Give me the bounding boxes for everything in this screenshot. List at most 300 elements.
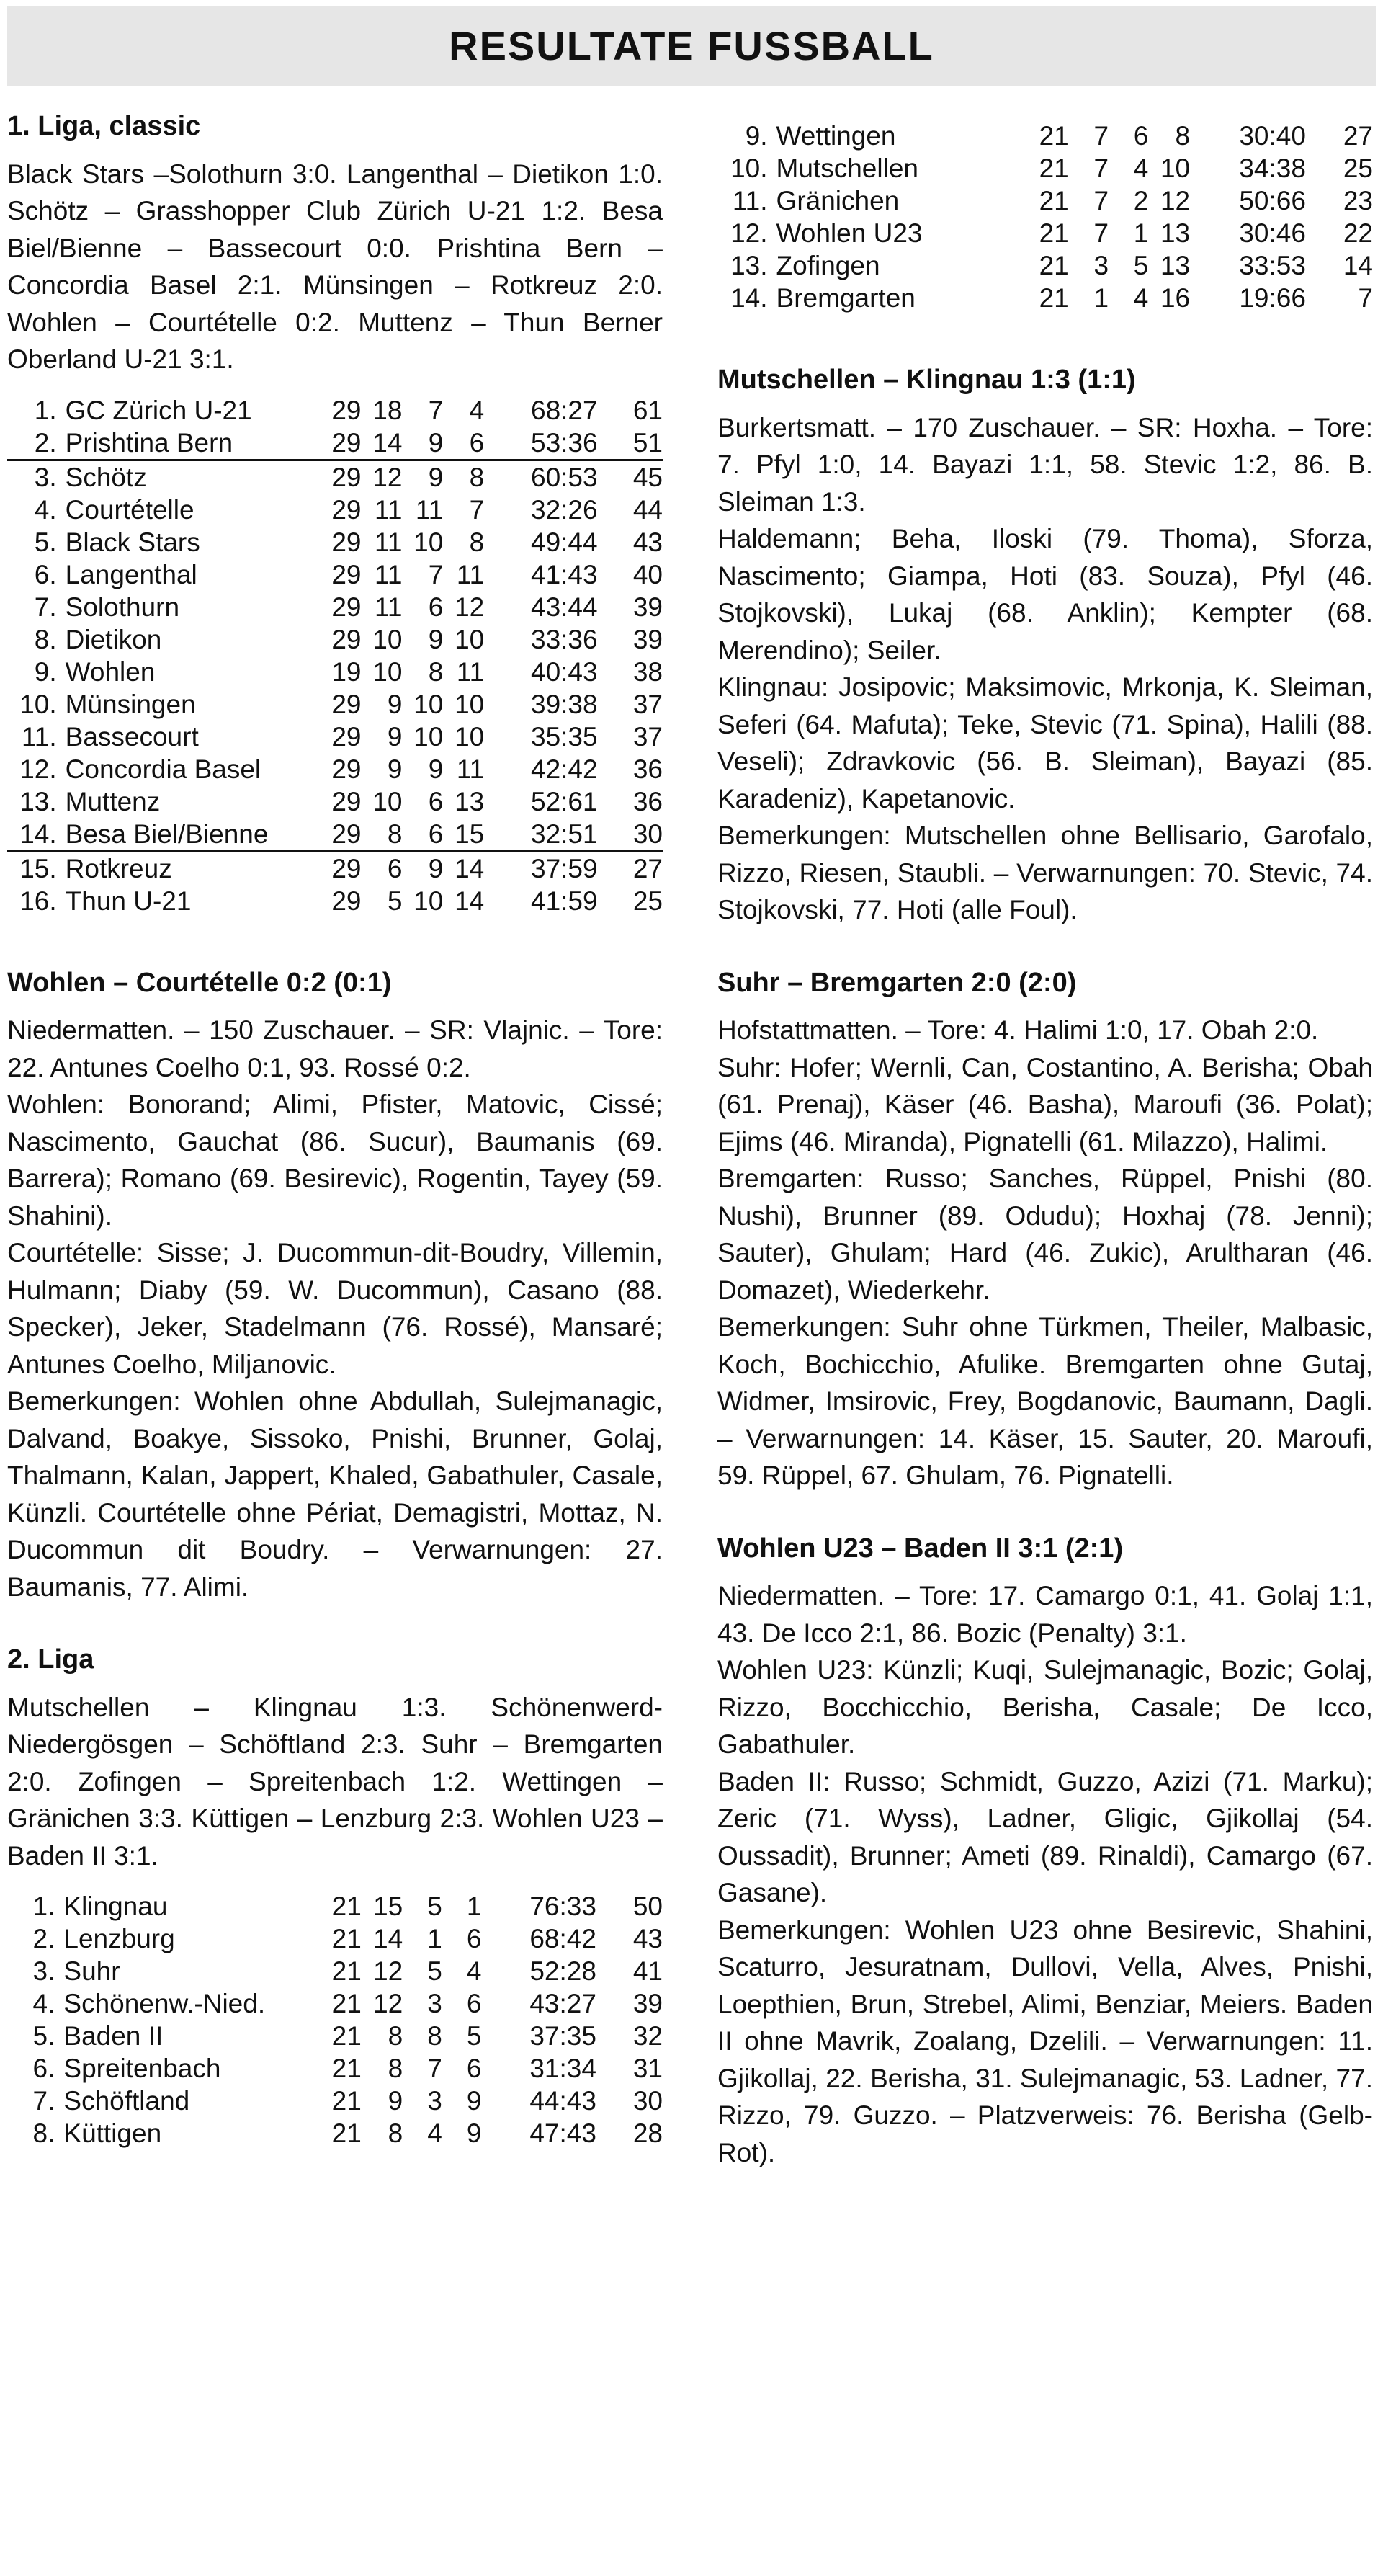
cell-s: 10 (372, 786, 403, 816)
cell-sp: 29 (331, 754, 362, 784)
cell-s: 7 (1093, 218, 1109, 248)
cell-n: 13 (1160, 218, 1191, 248)
cell-s: 8 (388, 2054, 403, 2083)
cell-sp: 19 (331, 656, 362, 687)
cell-team: Black Stars (65, 527, 200, 557)
cell-sp: 21 (331, 1989, 362, 2018)
table-row (7, 427, 663, 460)
table-row (7, 656, 663, 688)
table-row (7, 885, 663, 917)
cell-u: 6 (428, 786, 444, 816)
cell-team: Bremgarten (776, 283, 916, 313)
cell-sp: 29 (331, 786, 362, 816)
cell-u: 10 (413, 721, 444, 752)
cell-goals: 52:61 (531, 786, 598, 816)
cell-pts: 43 (632, 527, 663, 557)
cell-pts: 7 (1358, 283, 1373, 313)
mutschellen-report-facts: Burkertsmatt. – 170 Zuschauer. – SR: Hoxha. – Tore: 7. Pfyl 1:0, 14. Bayazi 1:1, 58. Stevic 1:2, 86. B. Sleiman 1:3. (717, 412, 1373, 517)
mutschellen-report-heading: Mutschellen – Klingnau 1:3 (1:1) (717, 365, 1136, 395)
cell-sp: 21 (1039, 186, 1069, 215)
cell-pts: 25 (632, 886, 663, 916)
cell-sp: 21 (331, 2021, 362, 2051)
cell-rank: 8. (32, 2118, 55, 2148)
cell-n: 8 (469, 527, 485, 557)
cell-sp: 21 (331, 1956, 362, 1986)
cell-pts: 44 (632, 494, 663, 525)
cell-rank: 11. (21, 721, 57, 752)
cell-goals: 47:43 (529, 2118, 596, 2148)
cell-u: 9 (402, 427, 443, 460)
cell-n: 16 (1160, 283, 1191, 313)
cell-rank: 12. (19, 754, 57, 784)
cell-goals: 68:27 (531, 395, 598, 425)
cell-goals: 37:35 (529, 2021, 596, 2051)
cell-s: 10 (372, 656, 403, 687)
table-row (717, 282, 1373, 314)
cell-goals: 41:59 (531, 886, 598, 916)
cell-rank: 8. (34, 624, 57, 654)
cell-pts: 23 (1343, 186, 1373, 215)
page-title: RESULTATE FUSSBALL (7, 6, 1376, 86)
table-row (7, 623, 663, 656)
cell-team: Solothurn (65, 592, 180, 622)
cell-s: 12 (373, 1956, 403, 1986)
suhr-report-remarks: Bemerkungen: Suhr ohne Türkmen, Theiler, Malbasic, Koch, Bochicchio, Afulike. Bremgarten ohne Gutaj, Widmer, Imsirovic, Frey, Bogdanovic, Baumann, Dagli. – Verwarnungen: 14. Käser, 15. Sauter, 20. Maroufi, 59. Rüppel, 67. Ghulam, 76. Pignatelli. (717, 1312, 1373, 1490)
cell-goals: 41:43 (531, 559, 598, 589)
cell-rank: 1. (32, 1891, 55, 1921)
cell-rank: 2. (7, 427, 66, 460)
table-row (717, 249, 1373, 282)
cell-sp: 29 (331, 395, 362, 425)
cell-u: 5 (427, 1891, 442, 1921)
cell-pts: 38 (632, 656, 663, 687)
wohlenu23-report-remarks: Bemerkungen: Wohlen U23 ohne Besirevic, Shahini, Scaturro, Jesuratnam, Dullovi, Vella, Alves, Pnishi, Loepthien, Brun, Strebel, Alimi, Benziar, Meiers. Baden II ohne Mavrik, Zoalang, Dzelili. – Verwarnungen: 11. Gjikollaj, 22. Berisha, 31. Sulejmanagic, 53. Ladner, 77. Rizzo, 79. Guzzo. – Platzverweis: 76. Berisha (Gelb-Rot). (717, 1915, 1373, 2167)
cell-team: Concordia Basel (65, 754, 261, 784)
table-row (717, 152, 1373, 184)
cell-pts: 27 (632, 853, 663, 883)
cell-team: Wettingen (776, 121, 896, 151)
cell-pts: 25 (1343, 153, 1373, 183)
cell-u: 10 (413, 689, 444, 719)
cell-team: Spreitenbach (63, 2054, 221, 2083)
suhr-report-lineup-home: Suhr: Hofer; Wernli, Can, Costantino, A. Berisha; Obah (61. Prenaj), Käser (46. Basha), Maroufi (36. Polat); Ejims (46. Miranda), Pignatelli (61. Milazzo), Halimi. (717, 1052, 1373, 1156)
cell-rank: 3. (32, 1956, 55, 1986)
liga1-standings-table (7, 394, 663, 917)
table-row (7, 591, 663, 623)
cell-sp: 29 (331, 527, 362, 557)
cell-s: 9 (387, 721, 403, 752)
cell-sp: 21 (1039, 251, 1069, 280)
table-row (7, 851, 663, 885)
cell-s: 8 (388, 2021, 403, 2051)
cell-team: Wohlen (65, 656, 156, 687)
cell-s: 7 (1093, 186, 1109, 215)
cell-goals: 32:51 (484, 818, 597, 852)
cell-rank: 10. (19, 689, 57, 719)
cell-rank: 3. (34, 462, 57, 492)
mutschellen-report-lineup-home: Haldemann; Beha, Iloski (79. Thoma), Sforza, Nascimento; Giampa, Hoti (83. Souza), Pfyl (46. Stojkovski), Lukaj (68. Anklin); Kempter (68. Merendino); Seiler. (717, 524, 1373, 665)
cell-team: Suhr (63, 1956, 120, 1986)
cell-s: 8 (361, 818, 402, 852)
cell-u: 6 (428, 592, 444, 622)
cell-u: 6 (1133, 121, 1149, 151)
cell-goals: 42:42 (531, 754, 598, 784)
cell-goals: 31:34 (529, 2054, 596, 2083)
cell-rank: 6. (34, 559, 57, 589)
cell-team: Bassecourt (65, 721, 199, 752)
cell-n: 5 (466, 2021, 482, 2051)
cell-s: 7 (1093, 121, 1109, 151)
cell-n: 8 (1175, 121, 1191, 151)
cell-pts: 45 (632, 462, 663, 492)
cell-sp: 21 (1039, 283, 1069, 313)
cell-n: 12 (1160, 186, 1191, 215)
cell-pts: 41 (632, 1956, 663, 1986)
cell-u: 8 (427, 2021, 442, 2051)
cell-u: 1 (1133, 218, 1149, 248)
cell-rank: 9. (745, 121, 768, 151)
cell-goals: 19:66 (1239, 283, 1306, 313)
cell-n: 9 (466, 2086, 482, 2116)
cell-u: 1 (427, 1924, 442, 1953)
cell-s: 11 (374, 494, 403, 525)
cell-pts: 36 (632, 754, 663, 784)
cell-pts: 51 (598, 427, 663, 460)
cell-goals: 52:28 (529, 1956, 596, 1986)
cell-pts: 50 (632, 1891, 663, 1921)
wohlen-report-lineup-home: Wohlen: Bonorand; Alimi, Pfister, Matovic, Cissé; Nascimento, Gauchat (86. Sucur), Baumanis (69. Barrera); Romano (69. Besirevic), Rogentin, Tayey (59. Shahini). (7, 1089, 663, 1231)
cell-pts: 37 (632, 689, 663, 719)
cell-s: 3 (1093, 251, 1109, 280)
wohlenu23-report-heading: Wohlen U23 – Baden II 3:1 (2:1) (717, 1533, 1124, 1564)
cell-sp: 21 (1039, 121, 1069, 151)
cell-u: 8 (428, 656, 444, 687)
suhr-report-heading: Suhr – Bremgarten 2:0 (2:0) (717, 967, 1077, 998)
cell-rank: 4. (32, 1989, 55, 2018)
cell-rank: 7. (34, 592, 57, 622)
table-row (7, 526, 663, 558)
cell-pts: 31 (632, 2054, 663, 2083)
cell-n: 11 (456, 754, 485, 784)
cell-sp: 29 (331, 592, 362, 622)
cell-sp: 21 (331, 1924, 362, 1953)
cell-u: 9 (428, 624, 444, 654)
cell-team: Schönenw.-Nied. (63, 1989, 266, 2018)
cell-pts: 39 (632, 1989, 663, 2018)
cell-sp: 21 (331, 2118, 362, 2148)
cell-team: Lenzburg (63, 1924, 175, 1953)
cell-s: 12 (372, 462, 403, 492)
cell-team: Schötz (65, 462, 147, 492)
cell-n: 14 (455, 886, 485, 916)
cell-u: 3 (427, 1989, 442, 2018)
cell-goals: 44:43 (529, 2086, 596, 2116)
cell-u: 9 (428, 853, 444, 883)
cell-team: Wohlen U23 (776, 218, 923, 248)
cell-goals: 33:53 (1239, 251, 1306, 280)
cell-u: 7 (427, 2054, 442, 2083)
cell-n: 6 (466, 1989, 482, 2018)
cell-sp: 29 (331, 886, 362, 916)
suhr-report-facts: Hofstattmatten. – Tore: 4. Halimi 1:0, 17. Obah 2:0. (717, 1015, 1319, 1045)
table-row (7, 2117, 663, 2149)
cell-u: 9 (428, 754, 444, 784)
cell-goals: 76:33 (529, 1891, 596, 1921)
mutschellen-report-remarks: Bemerkungen: Mutschellen ohne Bellisario, Garofalo, Rizzo, Riesen, Staubli. – Verwarnungen: 70. Stevic, 74. Stojkovski, 77. Hoti (alle Foul). (717, 821, 1373, 924)
cell-team: Schöftland (63, 2086, 190, 2116)
cell-n: 10 (455, 624, 485, 654)
cell-pts: 61 (632, 395, 663, 425)
cell-rank: 16. (19, 886, 57, 916)
cell-sp: 29 (321, 818, 362, 852)
cell-n: 13 (1160, 251, 1191, 280)
cell-rank: 11. (732, 186, 768, 215)
cell-pts: 32 (632, 2021, 663, 2051)
cell-team: GC Zürich U-21 (65, 395, 252, 425)
wohlen-report-remarks: Bemerkungen: Wohlen ohne Abdullah, Sulejmanagic, Dalvand, Boakye, Sissoko, Pnishi, Brunner, Golaj, Thalmann, Kalan, Jappert, Khaled, Gabathuler, Casale, Künzli. Courtételle ohne Périat, Demagistri, Mottaz, N. Ducommun dit Boudry. – Verwarnungen: 27. Baumanis, 77. Alimi. (7, 1386, 663, 1602)
liga1-results: Black Stars –Solothurn 3:0. Langenthal – Dietikon 1:0. Schötz – Grasshopper Club Zürich U-21 1:2. Besa Biel/Bienne – Bassecourt 0:0. Prishtina Bern – Concordia Basel 2:1. Münsingen – Rotkreuz 2:0. Wohlen – Courtételle 0:2. Muttenz – Thun Berner Oberland U-21 3:1. (7, 159, 663, 374)
wohlen-report-lineup-away: Courtételle: Sisse; J. Ducommun-dit-Boudry, Villemin, Hulmann; Diaby (59. W. Ducommun), Casano (88. Specker), Jeker, Stadelmann (76. Rossé), Mansaré; Antunes Coelho, Miljanovic. (7, 1238, 663, 1379)
cell-n: 11 (456, 656, 485, 687)
table-row (7, 721, 663, 753)
cell-s: 10 (372, 624, 403, 654)
wohlen-report-facts: Niedermatten. – 150 Zuschauer. – SR: Vlajnic. – Tore: 22. Antunes Coelho 0:1, 93. Rossé 0:2. (7, 1015, 663, 1082)
cell-pts: 14 (1343, 251, 1373, 280)
cell-n: 13 (455, 786, 485, 816)
cell-rank: 9. (34, 656, 57, 687)
cell-team: Zofingen (776, 251, 880, 280)
cell-sp: 21 (1039, 218, 1069, 248)
cell-team: Münsingen (65, 689, 196, 719)
cell-s: 9 (388, 2086, 403, 2116)
cell-s: 1 (1093, 283, 1109, 313)
liga2-heading: 2. Liga (7, 1644, 94, 1675)
table-row (7, 1890, 663, 1922)
cell-n: 10 (455, 689, 485, 719)
cell-u: 5 (427, 1956, 442, 1986)
mutschellen-report-lineup-away: Klingnau: Josipovic; Maksimovic, Mrkonja, K. Sleiman, Seferi (64. Mafuta); Teke, Stevic (71. Spina), Halili (88. Veseli); Zdravkovic (56. B. Sleiman), Bayazi (85. Karadeniz), Kapetanovic. (717, 672, 1373, 814)
cell-u: 2 (1133, 186, 1149, 215)
cell-rank: 13. (730, 251, 768, 280)
cell-goals: 43:27 (529, 1989, 596, 2018)
suhr-report-lineup-away: Bremgarten: Russo; Sanches, Rüppel, Pnishi (80. Nushi), Brunner (89. Odudu); Hoxhaj (78. Jenni); Sauter), Ghulam; Hard (46. Zukic), Arultharan (46. Domazet), Wiederkehr. (717, 1164, 1373, 1305)
cell-s: 14 (373, 1924, 403, 1953)
cell-n: 6 (466, 1924, 482, 1953)
cell-sp: 21 (331, 2086, 362, 2116)
wohlenu23-report-facts: Niedermatten. – Tore: 17. Camargo 0:1, 41. Golaj 1:1, 43. De Icco 2:1, 86. Bozic (Penalty) 3:1. (717, 1581, 1373, 1648)
cell-team: Muttenz (65, 786, 161, 816)
cell-s: 8 (388, 2118, 403, 2148)
cell-team: Courtételle (65, 494, 194, 525)
cell-rank: 5. (32, 2021, 55, 2051)
cell-n: 15 (443, 818, 484, 852)
cell-rank: 13. (19, 786, 57, 816)
cell-s: 12 (373, 1989, 403, 2018)
cell-sp: 29 (331, 853, 362, 883)
cell-pts: 30 (598, 818, 663, 852)
cell-s: 6 (387, 853, 403, 883)
cell-u: 10 (413, 886, 444, 916)
cell-s: 9 (387, 689, 403, 719)
cell-sp: 29 (331, 689, 362, 719)
cell-u: 10 (413, 527, 444, 557)
cell-rank: 5. (34, 527, 57, 557)
table-row (7, 394, 663, 427)
cell-n: 10 (455, 721, 485, 752)
cell-team: Dietikon (65, 624, 162, 654)
table-row (717, 217, 1373, 249)
cell-pts: 39 (632, 592, 663, 622)
liga2-standings-table-part2 (717, 120, 1373, 314)
cell-u: 7 (428, 559, 444, 589)
cell-n: 8 (469, 462, 485, 492)
table-row (7, 2020, 663, 2052)
table-row (7, 818, 663, 852)
cell-goals: 30:46 (1239, 218, 1306, 248)
cell-rank: 4. (34, 494, 57, 525)
cell-pts: 28 (632, 2118, 663, 2148)
cell-team: Klingnau (63, 1891, 168, 1921)
cell-goals: 37:59 (531, 853, 598, 883)
cell-goals: 39:38 (531, 689, 598, 719)
cell-sp: 29 (331, 721, 362, 752)
cell-s: 11 (374, 527, 403, 557)
cell-n: 4 (469, 395, 485, 425)
cell-s: 11 (374, 559, 403, 589)
cell-goals: 60:53 (531, 462, 598, 492)
cell-pts: 22 (1343, 218, 1373, 248)
table-row (7, 1987, 663, 2020)
table-row (7, 558, 663, 591)
cell-goals: 50:66 (1239, 186, 1306, 215)
cell-u: 11 (415, 494, 444, 525)
cell-u: 3 (427, 2086, 442, 2116)
table-row (7, 785, 663, 818)
table-row (7, 460, 663, 494)
cell-team: Besa Biel/Bienne (66, 818, 321, 852)
wohlenu23-report-lineup-home: Wohlen U23: Künzli; Kuqi, Sulejmanagic, Bozic; Golaj, Rizzo, Bocchicchio, Berisha, Casale; De Icco, Gabathuler. (717, 1655, 1373, 1759)
cell-u: 4 (427, 2118, 442, 2148)
table-row (717, 184, 1373, 217)
cell-pts: 37 (632, 721, 663, 752)
wohlenu23-report-lineup-away: Baden II: Russo; Schmidt, Guzzo, Azizi (71. Marku); Zeric (71. Wyss), Ladner, Gligic, Gjikollaj (54. Oussadit), Brunner; Ameti (89. Rinaldi), Camargo (67. Gasane). (717, 1766, 1373, 1907)
table-row (7, 688, 663, 721)
cell-goals: 68:42 (529, 1924, 596, 1953)
cell-n: 6 (443, 427, 484, 460)
cell-s: 15 (373, 1891, 403, 1921)
table-row (7, 494, 663, 526)
cell-u: 6 (402, 818, 443, 852)
cell-sp: 29 (331, 624, 362, 654)
liga1-heading: 1. Liga, classic (7, 111, 201, 141)
cell-n: 9 (466, 2118, 482, 2148)
cell-n: 1 (466, 1891, 482, 1921)
cell-s: 7 (1093, 153, 1109, 183)
cell-pts: 27 (1343, 121, 1373, 151)
table-row (717, 120, 1373, 152)
left-column (7, 108, 663, 2149)
cell-goals: 35:35 (531, 721, 598, 752)
cell-team: Thun U-21 (65, 886, 192, 916)
cell-goals: 49:44 (531, 527, 598, 557)
cell-pts: 39 (632, 624, 663, 654)
cell-u: 9 (428, 462, 444, 492)
liga2-standings-table-part1 (7, 1890, 663, 2149)
cell-u: 7 (428, 395, 444, 425)
cell-rank: 6. (32, 2054, 55, 2083)
table-row (7, 1955, 663, 1987)
cell-sp: 29 (321, 427, 362, 460)
cell-goals: 43:44 (531, 592, 598, 622)
cell-s: 14 (361, 427, 402, 460)
cell-team: Gränichen (776, 186, 900, 215)
cell-pts: 40 (632, 559, 663, 589)
cell-rank: 7. (32, 2086, 55, 2116)
cell-n: 4 (466, 1956, 482, 1986)
cell-rank: 1. (34, 395, 57, 425)
cell-team: Prishtina Bern (66, 427, 321, 460)
cell-rank: 2. (32, 1924, 55, 1953)
cell-goals: 33:36 (531, 624, 598, 654)
cell-goals: 40:43 (531, 656, 598, 687)
cell-team: Baden II (63, 2021, 164, 2051)
cell-rank: 14. (730, 283, 768, 313)
table-row (7, 753, 663, 785)
cell-sp: 29 (331, 494, 362, 525)
cell-pts: 43 (632, 1924, 663, 1953)
cell-u: 5 (1133, 251, 1149, 280)
cell-sp: 29 (331, 559, 362, 589)
cell-n: 14 (455, 853, 485, 883)
table-row (7, 1922, 663, 1955)
cell-sp: 21 (331, 2054, 362, 2083)
cell-goals: 53:36 (484, 427, 597, 460)
cell-rank: 14. (7, 818, 66, 852)
cell-sp: 21 (331, 1891, 362, 1921)
cell-sp: 29 (331, 462, 362, 492)
cell-n: 7 (469, 494, 485, 525)
cell-s: 5 (387, 886, 403, 916)
cell-sp: 21 (1039, 153, 1069, 183)
cell-u: 4 (1133, 283, 1149, 313)
table-row (7, 2085, 663, 2117)
cell-u: 4 (1133, 153, 1149, 183)
table-row (7, 2052, 663, 2085)
cell-rank: 10. (730, 153, 768, 183)
cell-s: 9 (387, 754, 403, 784)
cell-rank: 15. (19, 853, 57, 883)
cell-s: 11 (374, 592, 403, 622)
cell-team: Mutschellen (776, 153, 918, 183)
cell-team: Langenthal (65, 559, 197, 589)
cell-n: 6 (466, 2054, 482, 2083)
cell-goals: 32:26 (531, 494, 598, 525)
cell-n: 10 (1160, 153, 1191, 183)
cell-pts: 30 (632, 2086, 663, 2116)
cell-goals: 34:38 (1239, 153, 1306, 183)
cell-n: 12 (455, 592, 485, 622)
cell-s: 18 (372, 395, 403, 425)
cell-n: 11 (456, 559, 485, 589)
cell-pts: 36 (632, 786, 663, 816)
cell-rank: 12. (730, 218, 768, 248)
wohlen-report-heading: Wohlen – Courtételle 0:2 (0:1) (7, 967, 392, 998)
liga2-results: Mutschellen – Klingnau 1:3. Schönenwerd-Niedergösgen – Schöftland 2:3. Suhr – Bremgarten 2:0. Zofingen – Spreitenbach 1:2. Wettingen – Gränichen 3:3. Küttigen – Lenzburg 2:3. Wohlen U23 – Baden II 3:1. (7, 1692, 663, 1871)
cell-team: Rotkreuz (65, 853, 172, 883)
right-column (717, 120, 1373, 2171)
cell-goals: 30:40 (1239, 121, 1306, 151)
cell-team: Küttigen (63, 2118, 162, 2148)
